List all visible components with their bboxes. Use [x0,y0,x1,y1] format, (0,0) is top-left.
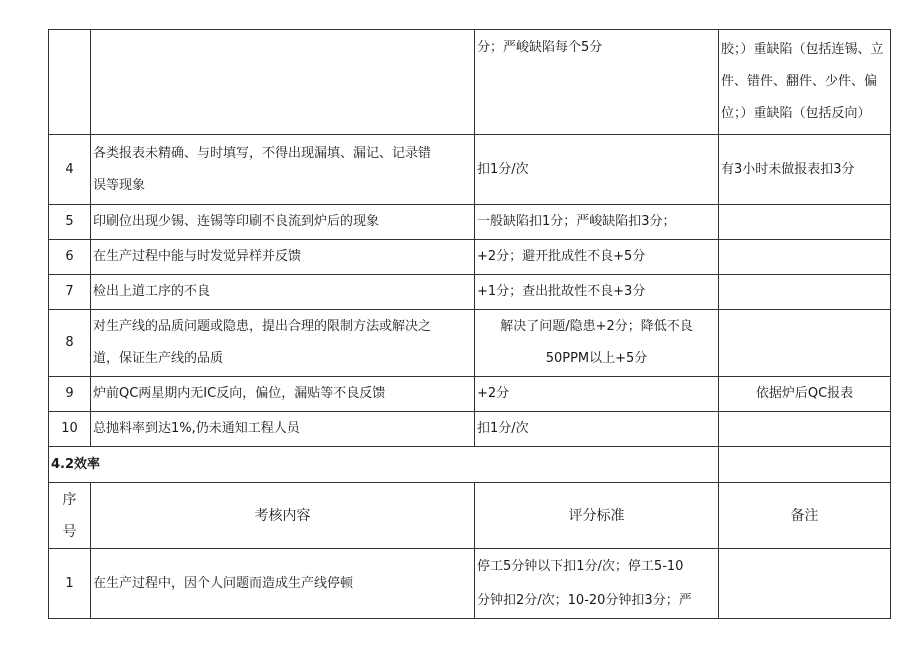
scoring-standard: +2分 [475,377,719,412]
table-row [49,275,891,310]
assessment-content: 在生产过程中能与时发觉异样并反馈 [91,240,475,275]
row-number: 6 [49,240,91,275]
standard-line: 解决了问题/隐患+2分；降低不良 [500,319,693,334]
row-number: 7 [49,275,91,310]
scoring-standard: +2分；避开批成性不良+5分 [475,240,719,275]
remark [719,310,891,377]
header-number [49,483,91,549]
assessment-content: 总抛料率到达1%,仍未通知工程人员 [91,412,475,447]
scoring-standard [475,30,719,135]
header-remark: 备注 [719,483,891,549]
row-number: 5 [49,205,91,240]
remark [719,275,891,310]
header-content: 考核内容 [91,483,475,549]
assessment-content [91,30,475,135]
header-standard: 评分标准 [475,483,719,549]
table-row [49,30,891,135]
header-number-line: 号 [62,523,77,540]
row-number: 10 [49,412,91,447]
scoring-standard [475,310,719,377]
header-row [49,483,891,549]
table-row [49,240,891,275]
section-row [49,447,891,483]
scoring-standard: +1分；查出批故性不良+3分 [475,275,719,310]
assessment-table [48,29,891,619]
content-line: 对生产线的品质问题或隐患，提出合理的限制方法或解决之 [93,319,432,334]
remark: 有3小时未做报表扣3分 [719,135,891,205]
row-number: 4 [49,135,91,205]
remark [719,549,891,619]
header-number-line: 序 [62,491,77,508]
remark-line: 胶；）重缺陷（包括连锡、立 [721,42,884,57]
content-line: 误等现象 [93,177,146,193]
remark [719,30,891,135]
remark [719,240,891,275]
row-number: 8 [49,310,91,377]
scoring-standard: 扣1分/次 [475,135,719,205]
row-number: 9 [49,377,91,412]
table-row [49,549,891,619]
remark-line: 件、错件、翻件、少件、偏 [721,74,878,89]
row-number: 1 [49,549,91,619]
table-row [49,377,891,412]
section-title: 4.2效率 [49,447,719,483]
standard-line: 分；严峻缺陷每个5分 [477,40,603,55]
content-line: 各类报表未精确、与时填写，不得出现漏填、漏记、记录错 [93,145,432,161]
standard-line: 停工5分钟以下扣1分/次；停工5-10 [477,558,684,574]
remark-line: 位；）重缺陷（包括反向） [721,106,871,121]
assessment-content: 印刷位出现少锡、连锡等印刷不良流到炉后的现象 [91,205,475,240]
assessment-content [91,135,475,205]
table-row [49,135,891,205]
assessment-content: 在生产过程中，因个人问题而造成生产线停顿 [91,549,475,619]
assessment-content: 检出上道工序的不良 [91,275,475,310]
remark [719,412,891,447]
scoring-standard: 扣1分/次 [475,412,719,447]
scoring-standard [475,549,719,619]
row-number [49,30,91,135]
remark [719,205,891,240]
table-row [49,310,891,377]
scoring-standard: 一般缺陷扣1分；严峻缺陷扣3分； [475,205,719,240]
assessment-content [91,310,475,377]
standard-line: 50PPM以上+5分 [545,351,648,366]
standard-line: 分钟扣2分/次；10-20分钟扣3分；严 [477,592,692,608]
remark [719,447,891,483]
table-row [49,412,891,447]
content-line: 道，保证生产线的品质 [93,351,224,366]
remark: 依据炉后QC报表 [719,377,891,412]
assessment-content: 炉前QC两星期内无IC反向，偏位，漏贴等不良反馈 [91,377,475,412]
table-row [49,205,891,240]
